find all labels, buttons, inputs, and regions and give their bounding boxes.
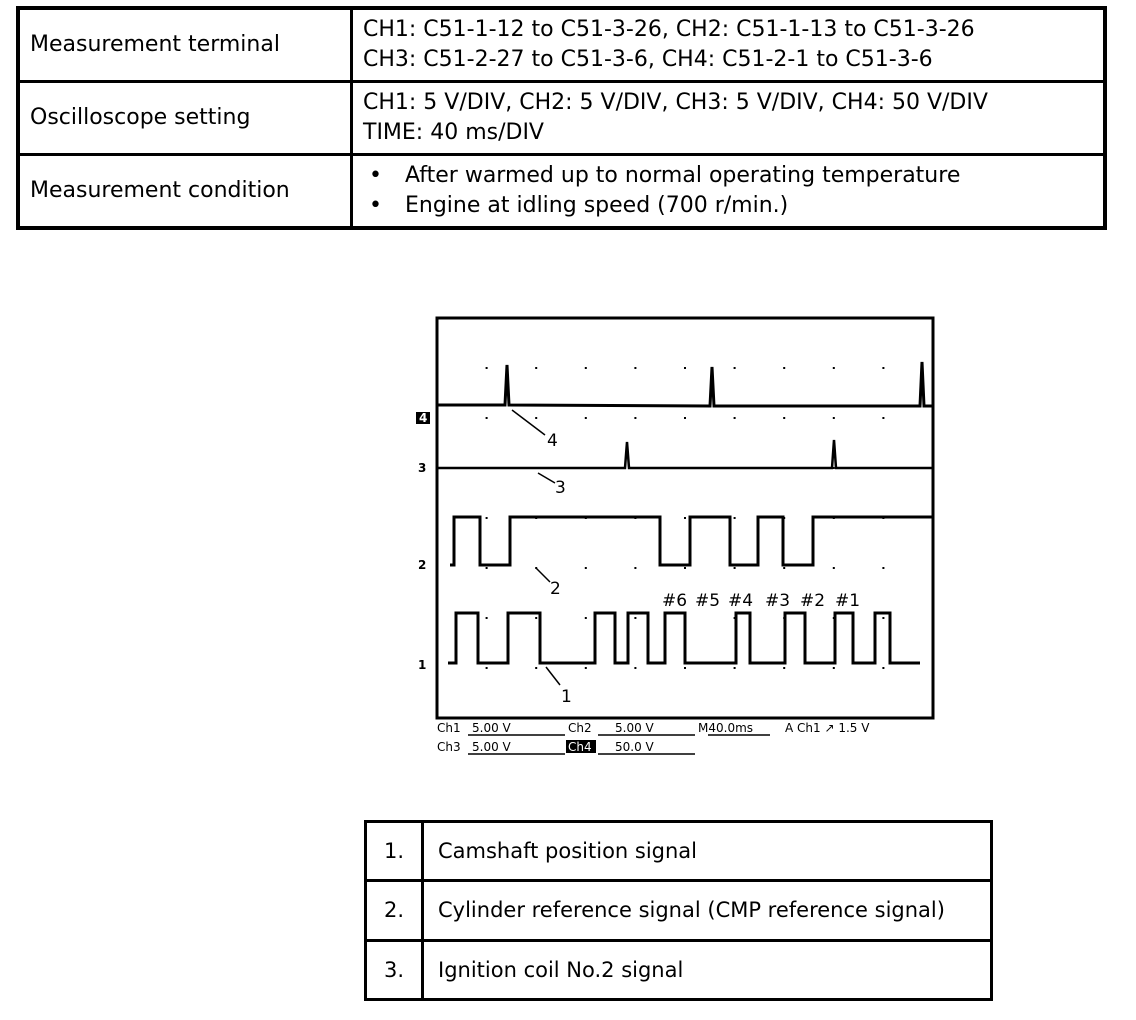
ch1-value: 5.00 V [472,721,511,735]
callout-4: 4 [547,431,558,451]
ch1-marker: 1 [418,658,427,672]
ch4-marker: 4 [419,411,428,425]
signal-legend-table [364,820,993,1001]
legend-text: Ignition coil No.2 signal [423,940,992,999]
ch2-label: Ch2 [568,721,592,735]
spec-line: CH1: 5 V/DIV, CH2: 5 V/DIV, CH3: 5 V/DIV, CH4: 50 V/DIV [363,89,988,115]
cylinder-label-1: #1 [835,591,861,611]
legend-text: Camshaft position signal [423,822,992,881]
legend-row [366,940,992,999]
ch4-label: Ch4 [568,740,592,754]
condition-item: • Engine at idling speed (700 r/min.) [363,191,1093,221]
legend-number: 1. [366,822,423,881]
trigger-setting: A Ch1 ↗ 1.5 V [785,721,870,735]
spec-value [352,8,1106,81]
legend-text: Cylinder reference signal (CMP reference signal) [423,881,992,940]
spec-value [352,155,1106,228]
condition-list [363,161,1093,221]
ch3-marker: 3 [418,461,427,475]
ch2-marker: 2 [418,558,427,572]
spec-label: Measurement condition [18,155,352,228]
spec-label: Oscilloscope setting [18,81,352,154]
legend-row [366,822,992,881]
scope-status-bar [437,721,870,754]
cylinder-label-3: #3 [765,591,791,611]
timebase-value: M40.0ms [698,721,754,735]
legend-number: 3. [366,940,423,999]
ch3-value: 5.00 V [472,740,511,754]
spec-value [352,81,1106,154]
spec-line: CH3: C51-2-27 to C51-3-6, CH4: C51-2-1 to C51-3-6 [363,46,933,72]
cylinder-label-6: #6 [662,591,688,611]
spec-label: Measurement terminal [18,8,352,81]
ch1-label: Ch1 [437,721,461,735]
callout-3: 3 [555,478,566,498]
spec-line: TIME: 40 ms/DIV [363,119,544,145]
callout-1: 1 [561,687,572,707]
oscilloscope-capture [410,310,940,770]
channel-markers [416,411,430,672]
spec-row-setting [18,81,1105,154]
ch3-label: Ch3 [437,740,461,754]
ch4-value: 50.0 V [615,740,654,754]
spec-row-condition [18,155,1105,228]
spec-row-terminal [18,8,1105,81]
cylinder-label-5: #5 [695,591,721,611]
specification-table [16,6,1107,230]
ch2-value: 5.00 V [615,721,654,735]
callout-2: 2 [550,579,561,599]
condition-item: • After warmed up to normal operating temperature [363,161,1093,191]
cylinder-label-2: #2 [800,591,826,611]
legend-row [366,881,992,940]
spec-line: CH1: C51-1-12 to C51-3-26, CH2: C51-1-13 to C51-3-26 [363,16,975,42]
cylinder-label-4: #4 [728,591,754,611]
legend-number: 2. [366,881,423,940]
